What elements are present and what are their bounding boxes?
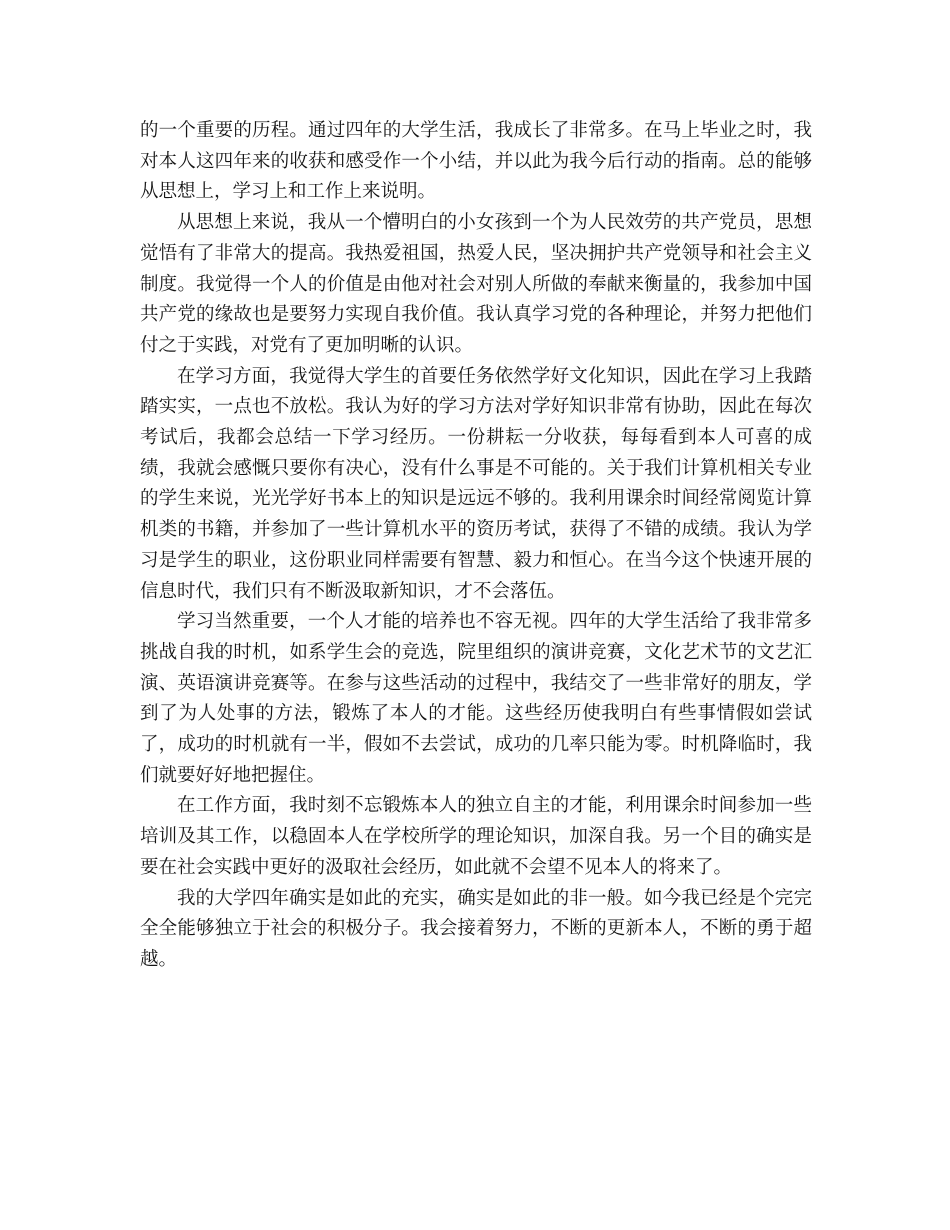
- document-body: [140, 116, 812, 976]
- paragraph-continuation: 的一个重要的历程。通过四年的大学生活，我成长了非常多。在马上毕业之时，我对本人这四年来的收获和感受作一个小结，并以此为我今后行动的指南。总的能够从思想上，学习上和工作上来说明。: [140, 120, 812, 203]
- paragraph-work: 在工作方面，我时刻不忘锻炼本人的独立自主的才能，利用课余时间参加一些培训及其工作，以稳固本人在学校所学的理论知识，加深自我。另一个目的确实是要在社会实践中更好的汲取社会经历，如此就不会望不见本人的将来了。: [140, 795, 812, 878]
- paragraph-study: 在学习方面，我觉得大学生的首要任务依然学好文化知识，因此在学习上我踏踏实实，一点也不放松。我认为好的学习方法对学好知识非常有协助，因此在每次考试后，我都会总结一下学习经历。一份耕耘一分收获，每每看到本人可喜的成绩，我就会感慨只要你有决心，没有什么事是不可能的。关于我们计算机相关专业的学生来说，光光学好书本上的知识是远远不够的。我利用课余时间经常阅览计算机类的书籍，并参加了一些计算机水平的资历考试，获得了不错的成绩。我认为学习是学生的职业，这份职业同样需要有智慧、毅力和恒心。在当今这个快速开展的信息时代，我们只有不断汲取新知识，才不会落伍。: [140, 365, 812, 602]
- paragraph-activities: 学习当然重要，一个人才能的培养也不容无视。四年的大学生活给了我非常多挑战自我的时机，如系学生会的竞选，院里组织的演讲竞赛，文化艺术节的文艺汇演、英语演讲竞赛等。在参与这些活动的过程中，我结交了一些非常好的朋友，学到了为人处事的方法，锻炼了本人的才能。这些经历使我明白有些事情假如尝试了，成功的时机就有一半，假如不去尝试，成功的几率只能为零。时机降临时，我们就要好好地把握住。: [140, 611, 812, 786]
- paragraph-thought: 从思想上来说，我从一个懵明白的小女孩到一个为人民效劳的共产党员，思想觉悟有了非常大的提高。我热爱祖国，热爱人民，坚决拥护共产党领导和社会主义制度。我觉得一个人的价值是由他对社会对别人所做的奉献来衡量的，我参加中国共产党的缘故也是要努力实现自我价值。我认真学习党的各种理论，并努力把他们付之于实践，对党有了更加明晰的认识。: [140, 212, 812, 356]
- paragraph-conclusion: 我的大学四年确实是如此的充实，确实是如此的非一般。如今我已经是个完完全全能够独立于社会的积极分子。我会接着努力，不断的更新本人，不断的勇于超越。: [140, 887, 812, 970]
